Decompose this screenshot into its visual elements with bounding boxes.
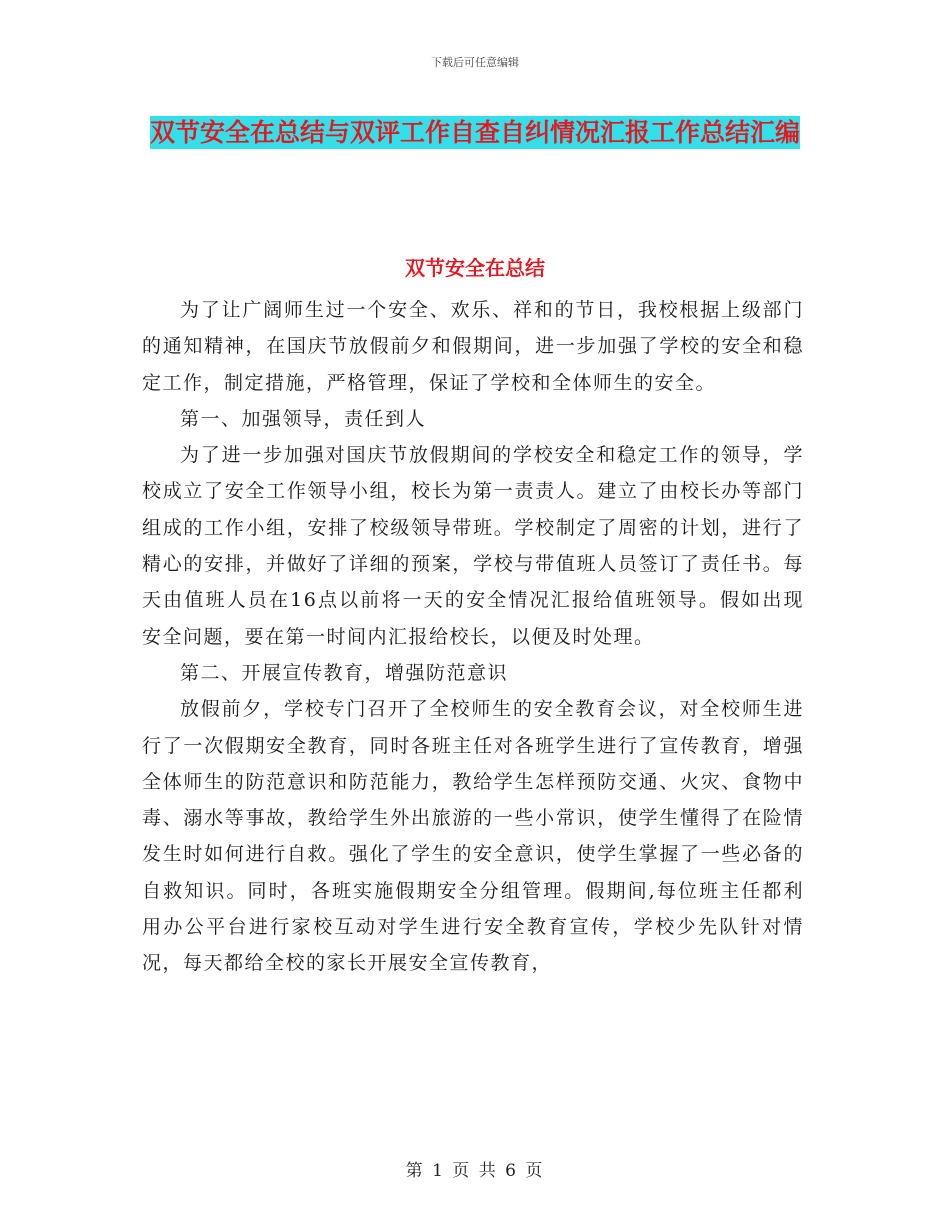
paragraph: 为了让广阔师生过一个安全、欢乐、祥和的节日，我校根据上级部门的通知精神，在国庆节放假前夕和假期间，进一步加强了学校的安全和稳定工作，制定措施，严格管理，保证了学校和全体师生的安全。 — [142, 299, 804, 394]
document-title-text: 双节安全在总结与双评工作自查自纠情况汇报工作总结汇编 — [149, 118, 800, 147]
subheading: 第二、开展宣传教育，增强防范意识 — [180, 661, 509, 684]
paragraph: 放假前夕，学校专门召开了全校师生的安全教育会议，对全校师生进行了一次假期安全教育，同时各班主任对各班学生进行了宣传教育，增强全体师生的防范意识和防范能力，教给学生怎样预防交通、火灾、食物中毒、溺水等事故，教给学生外出旅游的一些小常识，使学生懂得了在险情发生时如何进行自救。强化了学生的安全意识，使学生掌握了一些必备的自救知识。同时，各班实施假期安全分组管理。假期间,每位班主任都利用办公平台进行家校互动对学生进行安全教育宣传，学校少先队针对情况，每天都给全校的家长开展安全宣传教育， — [142, 698, 804, 975]
document-title — [140, 110, 810, 156]
page-number: 第 1 页 共 6 页 — [405, 1161, 545, 1181]
section-title: 双节安全在总结 — [405, 256, 545, 280]
paragraph: 为了进一步加强对国庆节放假期间的学校安全和稳定工作的领导，学校成立了安全工作领导小组，校长为第一责责人。建立了由校长办等部门组成的工作小组，安排了校级领导带班。学校制定了周密的计划，进行了精心的安排，并做好了详细的预案，学校与带值班人员签订了责任书。每天由值班人员在16点以前将一天的安全情况汇报给值班领导。假如出现安全问题，要在第一时间内汇报给校长，以便及时处理。 — [142, 444, 804, 648]
subheading: 第一、加强领导，责任到人 — [180, 407, 427, 430]
document-body — [142, 292, 804, 982]
header-note: 下载后可任意编辑 — [431, 56, 519, 69]
